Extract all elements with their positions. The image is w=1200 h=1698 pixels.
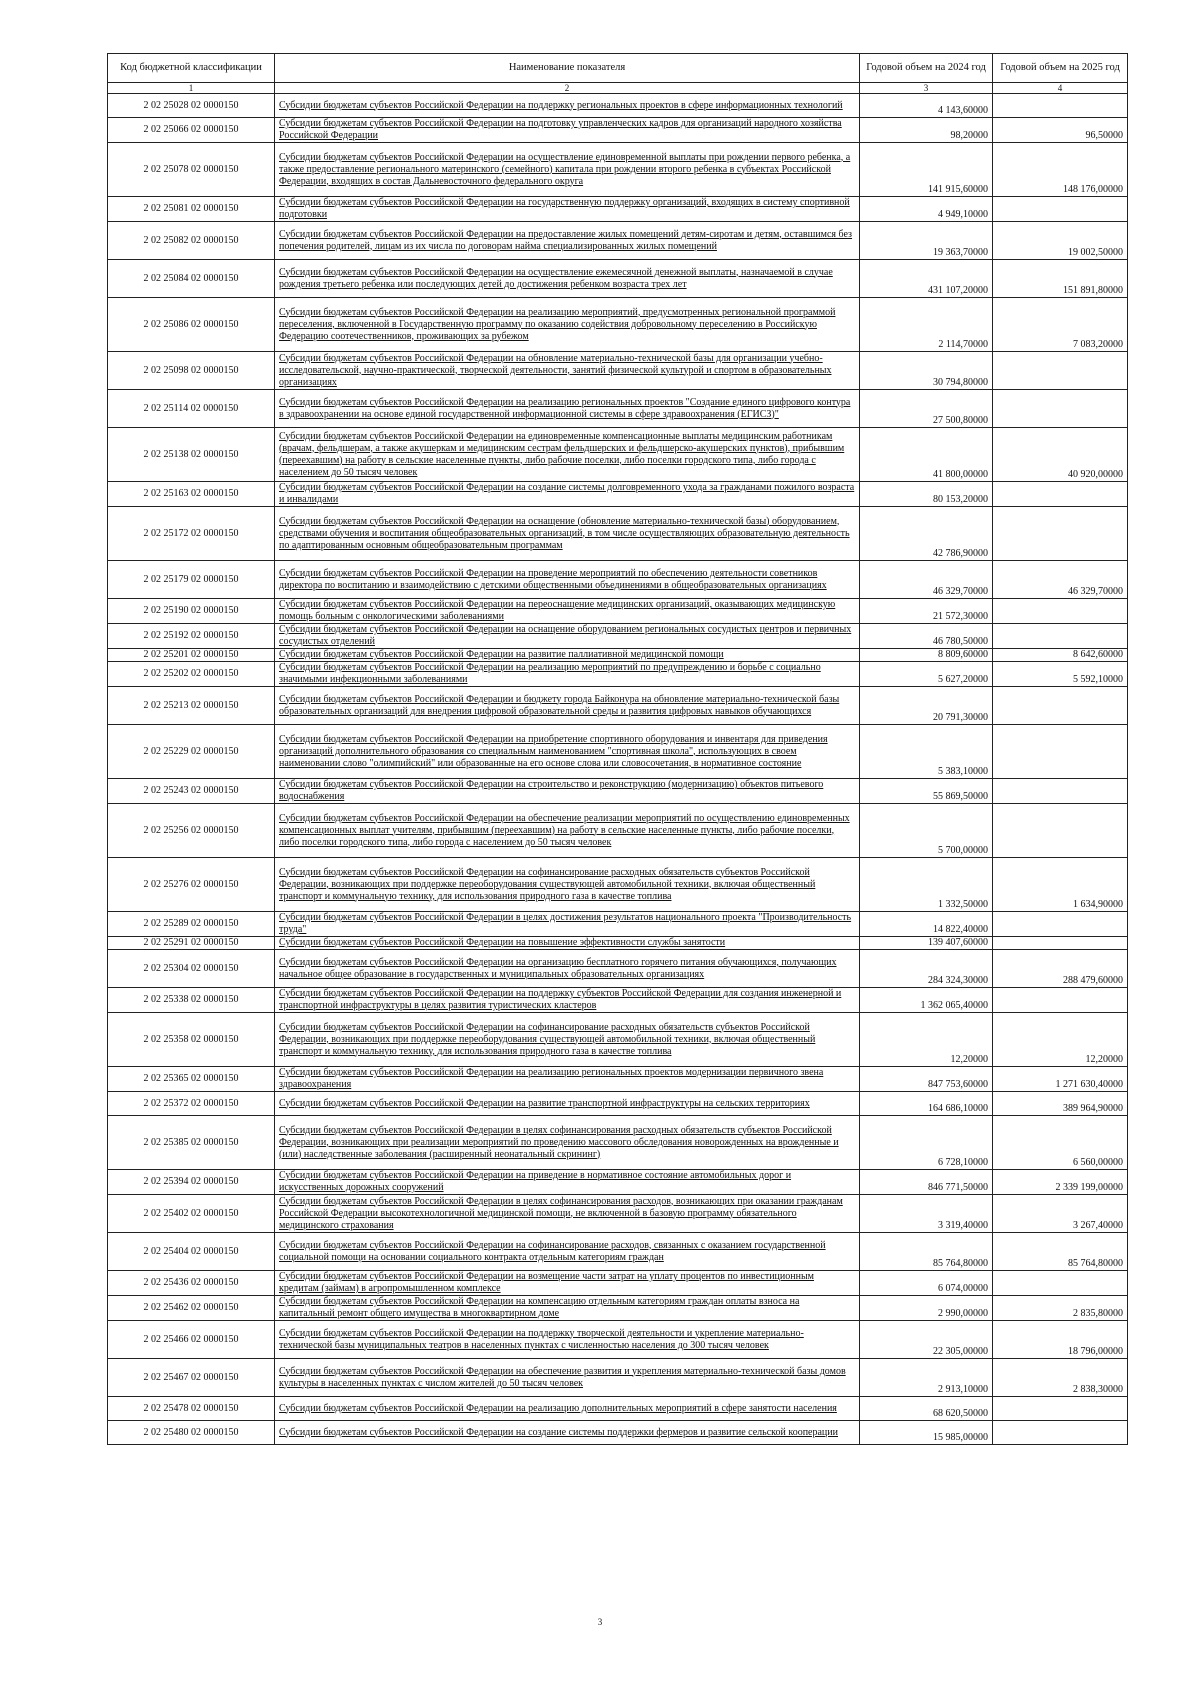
row-name: Субсидии бюджетам субъектов Российской Федерации на предоставление жилых помещений детям-сиротам и детям, оставшимся без попечения родителей, лицам из их числа по договорам найма специализированных жилых помещений xyxy=(275,222,860,260)
row-code: 2 02 25202 02 0000150 xyxy=(108,662,275,687)
row-code: 2 02 25179 02 0000150 xyxy=(108,561,275,599)
row-code: 2 02 25081 02 0000150 xyxy=(108,197,275,222)
row-value-2024: 1 332,50000 xyxy=(860,858,993,912)
row-value-2025: 6 560,00000 xyxy=(993,1116,1128,1170)
row-value-2024: 6 074,00000 xyxy=(860,1271,993,1296)
row-value-2024: 98,20000 xyxy=(860,118,993,143)
row-name: Субсидии бюджетам субъектов Российской Федерации на организацию бесплатного горячего питания обучающихся, получающих начальное общее образование в государственных и муниципальных образовательных организациях xyxy=(275,950,860,988)
row-code: 2 02 25201 02 0000150 xyxy=(108,649,275,662)
col-number-2: 2 xyxy=(275,83,860,94)
row-code: 2 02 25078 02 0000150 xyxy=(108,143,275,197)
row-code: 2 02 25436 02 0000150 xyxy=(108,1271,275,1296)
table-row xyxy=(108,624,1128,649)
row-value-2025: 148 176,00000 xyxy=(993,143,1128,197)
row-value-2024: 847 753,60000 xyxy=(860,1067,993,1092)
row-value-2024: 55 869,50000 xyxy=(860,779,993,804)
row-value-2024: 5 383,10000 xyxy=(860,725,993,779)
row-code: 2 02 25172 02 0000150 xyxy=(108,507,275,561)
table-row xyxy=(108,649,1128,662)
table-row xyxy=(108,1116,1128,1170)
row-value-2025: 7 083,20000 xyxy=(993,298,1128,352)
table-row xyxy=(108,94,1128,118)
row-code: 2 02 25086 02 0000150 xyxy=(108,298,275,352)
row-value-2025: 12,20000 xyxy=(993,1013,1128,1067)
row-code: 2 02 25478 02 0000150 xyxy=(108,1397,275,1421)
document-page xyxy=(107,53,1127,1445)
row-value-2025 xyxy=(993,599,1128,624)
row-value-2024: 431 107,20000 xyxy=(860,260,993,298)
table-row xyxy=(108,1296,1128,1321)
row-name: Субсидии бюджетам субъектов Российской Федерации на переоснащение медицинских организаций, оказывающих медицинскую помощь больным с онкологическими заболеваниями xyxy=(275,599,860,624)
row-name: Субсидии бюджетам субъектов Российской Федерации на возмещение части затрат на уплату процентов по инвестиционным кредитам (займам) в агропромышленном комплексе xyxy=(275,1271,860,1296)
col-number-1: 1 xyxy=(108,83,275,94)
table-row xyxy=(108,1067,1128,1092)
row-value-2024: 164 686,10000 xyxy=(860,1092,993,1116)
row-value-2025: 96,50000 xyxy=(993,118,1128,143)
row-code: 2 02 25358 02 0000150 xyxy=(108,1013,275,1067)
col-number-4: 4 xyxy=(993,83,1128,94)
row-value-2025: 19 002,50000 xyxy=(993,222,1128,260)
row-code: 2 02 25372 02 0000150 xyxy=(108,1092,275,1116)
row-code: 2 02 25365 02 0000150 xyxy=(108,1067,275,1092)
table-row xyxy=(108,561,1128,599)
row-code: 2 02 25404 02 0000150 xyxy=(108,1233,275,1271)
table-row xyxy=(108,352,1128,390)
row-value-2025 xyxy=(993,912,1128,937)
row-value-2024: 4 143,60000 xyxy=(860,94,993,118)
row-value-2025 xyxy=(993,725,1128,779)
table-row xyxy=(108,1195,1128,1233)
table-row xyxy=(108,662,1128,687)
row-name: Субсидии бюджетам субъектов Российской Федерации на реализацию мероприятий по предупреждению и борьбе с социально значимыми инфекционными заболеваниями xyxy=(275,662,860,687)
header-code: Код бюджетной классификации xyxy=(108,54,275,83)
row-value-2025 xyxy=(993,1397,1128,1421)
row-value-2024: 6 728,10000 xyxy=(860,1116,993,1170)
table-row xyxy=(108,222,1128,260)
row-code: 2 02 25066 02 0000150 xyxy=(108,118,275,143)
row-value-2024: 2 990,00000 xyxy=(860,1296,993,1321)
row-value-2024: 85 764,80000 xyxy=(860,1233,993,1271)
row-value-2025 xyxy=(993,687,1128,725)
row-value-2024: 141 915,60000 xyxy=(860,143,993,197)
row-name: Субсидии бюджетам субъектов Российской Федерации на создание системы поддержки фермеров и развитие сельской кооперации xyxy=(275,1421,860,1445)
row-code: 2 02 25256 02 0000150 xyxy=(108,804,275,858)
row-name: Субсидии бюджетам субъектов Российской Федерации на развитие паллиативной медицинской помощи xyxy=(275,649,860,662)
row-value-2025 xyxy=(993,197,1128,222)
row-value-2025 xyxy=(993,1421,1128,1445)
table-row xyxy=(108,118,1128,143)
row-name: Субсидии бюджетам субъектов Российской Федерации на создание системы долговременного ухода за гражданами пожилого возраста и инвалидами xyxy=(275,482,860,507)
row-name: Субсидии бюджетам субъектов Российской Федерации на софинансирование расходных обязательств субъектов Российской Федерации, возникающих при поддержке переоборудования существующей автомобильной техники, включая общественный транспорт и коммунальную технику, для использования природного газа в качестве топлива xyxy=(275,858,860,912)
row-code: 2 02 25098 02 0000150 xyxy=(108,352,275,390)
row-value-2025: 8 642,60000 xyxy=(993,649,1128,662)
row-value-2025: 85 764,80000 xyxy=(993,1233,1128,1271)
row-value-2025 xyxy=(993,1271,1128,1296)
row-value-2025: 2 835,80000 xyxy=(993,1296,1128,1321)
row-code: 2 02 25028 02 0000150 xyxy=(108,94,275,118)
table-row xyxy=(108,912,1128,937)
table-row xyxy=(108,858,1128,912)
row-code: 2 02 25394 02 0000150 xyxy=(108,1170,275,1195)
table-header xyxy=(108,54,1128,94)
row-code: 2 02 25082 02 0000150 xyxy=(108,222,275,260)
row-code: 2 02 25213 02 0000150 xyxy=(108,687,275,725)
table-row xyxy=(108,507,1128,561)
row-name: Субсидии бюджетам субъектов Российской Федерации в целях достижения результатов национального проекта "Производительность труда" xyxy=(275,912,860,937)
row-name: Субсидии бюджетам субъектов Российской Федерации на развитие транспортной инфраструктуры на сельских территориях xyxy=(275,1092,860,1116)
row-code: 2 02 25084 02 0000150 xyxy=(108,260,275,298)
row-value-2025: 1 634,90000 xyxy=(993,858,1128,912)
row-value-2024: 1 362 065,40000 xyxy=(860,988,993,1013)
row-code: 2 02 25289 02 0000150 xyxy=(108,912,275,937)
row-code: 2 02 25291 02 0000150 xyxy=(108,937,275,950)
table-row xyxy=(108,1359,1128,1397)
row-value-2025: 288 479,60000 xyxy=(993,950,1128,988)
table-row xyxy=(108,687,1128,725)
row-code: 2 02 25480 02 0000150 xyxy=(108,1421,275,1445)
row-value-2025: 46 329,70000 xyxy=(993,561,1128,599)
row-name: Субсидии бюджетам субъектов Российской Федерации в целях софинансирования расходных обязательств субъектов Российской Федерации, возникающих при реализации мероприятий по проведению массового обследования новорожденных на врожденные и (или) наследственные заболевания (расширенный неонатальный скрининг) xyxy=(275,1116,860,1170)
table-row xyxy=(108,804,1128,858)
row-name: Субсидии бюджетам субъектов Российской Федерации на оснащение (обновление материально-технической базы) оборудованием, средствами обучения и воспитания общеобразовательных организаций, в том числе осуществляющих образовательную деятельность по адаптированным основным общеобразовательным программам xyxy=(275,507,860,561)
row-name: Субсидии бюджетам субъектов Российской Федерации на софинансирование расходных обязательств субъектов Российской Федерации, возникающих при поддержке переоборудования существующей автомобильной техники, включая общественный транспорт и коммунальную технику, для использования природного газа в качестве топлива xyxy=(275,1013,860,1067)
row-value-2025 xyxy=(993,352,1128,390)
row-value-2024: 846 771,50000 xyxy=(860,1170,993,1195)
row-value-2024: 68 620,50000 xyxy=(860,1397,993,1421)
row-value-2025: 1 271 630,40000 xyxy=(993,1067,1128,1092)
row-value-2025: 5 592,10000 xyxy=(993,662,1128,687)
row-code: 2 02 25229 02 0000150 xyxy=(108,725,275,779)
page-number: 3 xyxy=(597,1617,603,1627)
row-code: 2 02 25276 02 0000150 xyxy=(108,858,275,912)
row-value-2025: 151 891,80000 xyxy=(993,260,1128,298)
row-value-2024: 8 809,60000 xyxy=(860,649,993,662)
row-name: Субсидии бюджетам субъектов Российской Федерации и бюджету города Байконура на обновление материально-технической базы образовательных организаций для внедрения цифровой образовательной среды и развития цифровых навыков обучающихся xyxy=(275,687,860,725)
row-value-2024: 42 786,90000 xyxy=(860,507,993,561)
row-code: 2 02 25385 02 0000150 xyxy=(108,1116,275,1170)
row-value-2024: 20 791,30000 xyxy=(860,687,993,725)
table-row xyxy=(108,1013,1128,1067)
row-code: 2 02 25138 02 0000150 xyxy=(108,428,275,482)
row-value-2025 xyxy=(993,804,1128,858)
row-value-2025 xyxy=(993,779,1128,804)
row-value-2024: 22 305,00000 xyxy=(860,1321,993,1359)
table-row xyxy=(108,937,1128,950)
row-name: Субсидии бюджетам субъектов Российской Федерации на компенсацию отдельным категориям граждан оплаты взноса на капитальный ремонт общего имущества в многоквартирном доме xyxy=(275,1296,860,1321)
table-row xyxy=(108,599,1128,624)
row-name: Субсидии бюджетам субъектов Российской Федерации на обеспечение развития и укрепления материально-технической базы домов культуры в населенных пунктах с числом жителей до 50 тысяч человек xyxy=(275,1359,860,1397)
row-value-2024: 5 700,00000 xyxy=(860,804,993,858)
header-2025: Годовой объем на 2025 год xyxy=(993,54,1128,83)
row-name: Субсидии бюджетам субъектов Российской Федерации на приобретение спортивного оборудования и инвентаря для приведения организаций дополнительного образования со специальным наименованием "спортивная школа", использующих в своем наименовании слово "олимпийский" или образованные на его основе слова или словосочетания, в нормативное состояние xyxy=(275,725,860,779)
row-value-2024: 2 913,10000 xyxy=(860,1359,993,1397)
row-name: Субсидии бюджетам субъектов Российской Федерации на поддержку субъектов Российской Федерации для создания инженерной и транспортной инфраструктуры в целях развития туристических кластеров xyxy=(275,988,860,1013)
row-name: Субсидии бюджетам субъектов Российской Федерации на государственную поддержку организаций, входящих в систему спортивной подготовки xyxy=(275,197,860,222)
row-code: 2 02 25114 02 0000150 xyxy=(108,390,275,428)
row-value-2025: 18 796,00000 xyxy=(993,1321,1128,1359)
row-value-2024: 3 319,40000 xyxy=(860,1195,993,1233)
row-code: 2 02 25163 02 0000150 xyxy=(108,482,275,507)
header-2024: Годовой объем на 2024 год xyxy=(860,54,993,83)
row-value-2024: 46 780,50000 xyxy=(860,624,993,649)
row-value-2025 xyxy=(993,390,1128,428)
row-value-2024: 19 363,70000 xyxy=(860,222,993,260)
row-value-2024: 30 794,80000 xyxy=(860,352,993,390)
table-row xyxy=(108,390,1128,428)
table-row xyxy=(108,950,1128,988)
row-name: Субсидии бюджетам субъектов Российской Федерации на проведение мероприятий по обеспечению деятельности советников директора по воспитанию и взаимодействию с детскими общественными объединениями в общеобразовательных организациях xyxy=(275,561,860,599)
row-value-2024: 284 324,30000 xyxy=(860,950,993,988)
table-row xyxy=(108,482,1128,507)
table-row xyxy=(108,197,1128,222)
row-value-2025 xyxy=(993,94,1128,118)
row-value-2024: 27 500,80000 xyxy=(860,390,993,428)
row-name: Субсидии бюджетам субъектов Российской Федерации в целях софинансирования расходов, возникающих при оказании гражданам Российской Федерации высокотехнологичной медицинской помощи, не включенной в базовую программу обязательного медицинского страхования xyxy=(275,1195,860,1233)
row-name: Субсидии бюджетам субъектов Российской Федерации на подготовку управленческих кадров для организаций народного хозяйства Российской Федерации xyxy=(275,118,860,143)
row-code: 2 02 25192 02 0000150 xyxy=(108,624,275,649)
row-value-2025 xyxy=(993,507,1128,561)
row-name: Субсидии бюджетам субъектов Российской Федерации на реализацию мероприятий, предусмотренных региональной программой переселения, включенной в Государственную программу по оказанию содействия добровольному переселению в Российскую Федерацию соотечественников, проживающих за рубежом xyxy=(275,298,860,352)
row-value-2025: 2 838,30000 xyxy=(993,1359,1128,1397)
row-name: Субсидии бюджетам субъектов Российской Федерации на поддержку региональных проектов в сфере информационных технологий xyxy=(275,94,860,118)
row-code: 2 02 25467 02 0000150 xyxy=(108,1359,275,1397)
row-name: Субсидии бюджетам субъектов Российской Федерации на поддержку творческой деятельности и укрепление материально-технической базы муниципальных театров в населенных пунктах с численностью населения до 300 тысяч человек xyxy=(275,1321,860,1359)
row-code: 2 02 25304 02 0000150 xyxy=(108,950,275,988)
row-code: 2 02 25243 02 0000150 xyxy=(108,779,275,804)
table-row xyxy=(108,298,1128,352)
table-row xyxy=(108,260,1128,298)
row-value-2025: 3 267,40000 xyxy=(993,1195,1128,1233)
row-value-2025 xyxy=(993,988,1128,1013)
row-value-2024: 4 949,10000 xyxy=(860,197,993,222)
row-value-2024: 12,20000 xyxy=(860,1013,993,1067)
row-code: 2 02 25466 02 0000150 xyxy=(108,1321,275,1359)
row-name: Субсидии бюджетам субъектов Российской Федерации на реализацию региональных проектов модернизации первичного звена здравоохранения xyxy=(275,1067,860,1092)
table-row xyxy=(108,1233,1128,1271)
table-row xyxy=(108,725,1128,779)
row-value-2024: 5 627,20000 xyxy=(860,662,993,687)
budget-table xyxy=(107,53,1128,1445)
row-value-2025: 40 920,00000 xyxy=(993,428,1128,482)
row-value-2024: 15 985,00000 xyxy=(860,1421,993,1445)
row-code: 2 02 25462 02 0000150 xyxy=(108,1296,275,1321)
row-value-2024: 21 572,30000 xyxy=(860,599,993,624)
row-name: Субсидии бюджетам субъектов Российской Федерации на осуществление ежемесячной денежной выплаты, назначаемой в случае рождения третьего ребенка или последующих детей до достижения ребенком возраста трех лет xyxy=(275,260,860,298)
col-number-3: 3 xyxy=(860,83,993,94)
table-row xyxy=(108,1397,1128,1421)
row-name: Субсидии бюджетам субъектов Российской Федерации на софинансирование расходов, связанных с оказанием государственной социальной помощи на основании социального контракта отдельным категориям граждан xyxy=(275,1233,860,1271)
row-value-2025: 389 964,90000 xyxy=(993,1092,1128,1116)
row-name: Субсидии бюджетам субъектов Российской Федерации на реализацию региональных проектов "Создание единого цифрового контура в здравоохранении на основе единой государственной информационной системы в сфере здравоохранения (ЕГИСЗ)" xyxy=(275,390,860,428)
row-value-2024: 2 114,70000 xyxy=(860,298,993,352)
header-name: Наименование показателя xyxy=(275,54,860,83)
table-row xyxy=(108,1170,1128,1195)
row-value-2025 xyxy=(993,937,1128,950)
row-code: 2 02 25190 02 0000150 xyxy=(108,599,275,624)
row-name: Субсидии бюджетам субъектов Российской Федерации на приведение в нормативное состояние автомобильных дорог и искусственных дорожных сооружений xyxy=(275,1170,860,1195)
row-name: Субсидии бюджетам субъектов Российской Федерации на повышение эффективности службы занятости xyxy=(275,937,860,950)
table-row xyxy=(108,779,1128,804)
row-name: Субсидии бюджетам субъектов Российской Федерации на обеспечение реализации мероприятий по осуществлению единовременных компенсационных выплат учителям, прибывшим (переехавшим) на работу в сельские населенные пункты, либо рабочие поселки, либо поселки городского типа, либо города с населением до 50 тысяч человек xyxy=(275,804,860,858)
row-name: Субсидии бюджетам субъектов Российской Федерации на единовременные компенсационные выплаты медицинским работникам (врачам, фельдшерам, а также акушеркам и медицинским сестрам фельдшерских и фельдшерско-акушерских пунктов), прибывшим (переехавшим) на работу в сельские населенные пункты, либо рабочие поселки, либо поселки городского типа, либо города с населением до 50 тысяч человек xyxy=(275,428,860,482)
table-row xyxy=(108,1421,1128,1445)
row-code: 2 02 25402 02 0000150 xyxy=(108,1195,275,1233)
table-row xyxy=(108,428,1128,482)
table-row xyxy=(108,1092,1128,1116)
row-value-2025 xyxy=(993,624,1128,649)
table-row xyxy=(108,1271,1128,1296)
table-row xyxy=(108,143,1128,197)
table-row xyxy=(108,988,1128,1013)
row-name: Субсидии бюджетам субъектов Российской Федерации на оснащение оборудованием региональных сосудистых центров и первичных сосудистых отделений xyxy=(275,624,860,649)
table-row xyxy=(108,1321,1128,1359)
row-value-2024: 46 329,70000 xyxy=(860,561,993,599)
row-value-2024: 14 822,40000 xyxy=(860,912,993,937)
row-code: 2 02 25338 02 0000150 xyxy=(108,988,275,1013)
row-name: Субсидии бюджетам субъектов Российской Федерации на осуществление единовременной выплаты при рождении первого ребенка, а также предоставление регионального материнского (семейного) капитала при рождении второго ребенка в субъектах Российской Федерации, входящих в состав Дальневосточного федерального округа xyxy=(275,143,860,197)
row-name: Субсидии бюджетам субъектов Российской Федерации на обновление материально-технической базы для организации учебно-исследовательской, научно-практической, творческой деятельности, занятий физической культурой и спортом в образовательных организациях xyxy=(275,352,860,390)
table-body xyxy=(108,94,1128,1445)
row-value-2025: 2 339 199,00000 xyxy=(993,1170,1128,1195)
row-name: Субсидии бюджетам субъектов Российской Федерации на строительство и реконструкцию (модернизацию) объектов питьевого водоснабжения xyxy=(275,779,860,804)
row-value-2024: 80 153,20000 xyxy=(860,482,993,507)
row-value-2025 xyxy=(993,482,1128,507)
row-value-2024: 139 407,60000 xyxy=(860,937,993,950)
row-value-2024: 41 800,00000 xyxy=(860,428,993,482)
row-name: Субсидии бюджетам субъектов Российской Федерации на реализацию дополнительных мероприятий в сфере занятости населения xyxy=(275,1397,860,1421)
